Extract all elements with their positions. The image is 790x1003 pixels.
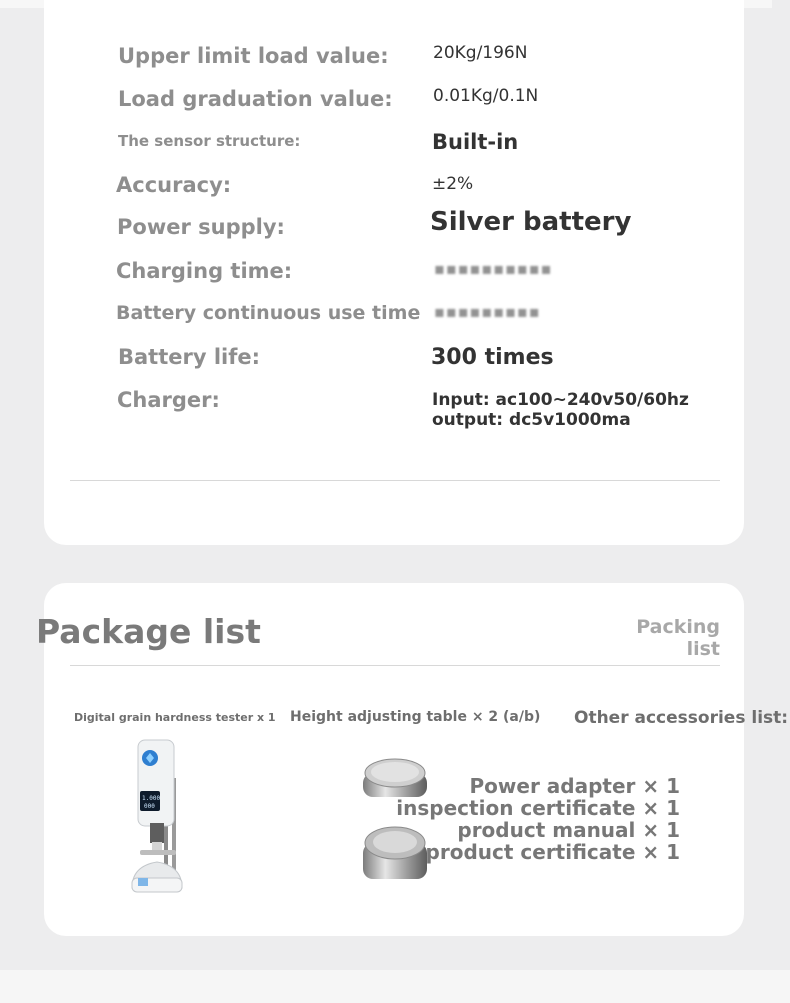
accessory-power-adapter: Power adapter × 1 bbox=[469, 774, 680, 798]
spec-value-charger: Input: ac100~240v50/60hz output: dc5v1000ma bbox=[432, 390, 689, 430]
spec-label-continuous-use: Battery continuous use time bbox=[116, 302, 421, 324]
accessory-inspection-certificate: inspection certificate × 1 bbox=[396, 796, 680, 820]
spec-value-power-supply: Silver battery bbox=[430, 207, 632, 237]
spec-value-load-graduation: 0.01Kg/0.1N bbox=[433, 86, 539, 106]
spec-label-battery-life: Battery life: bbox=[118, 345, 261, 369]
spec-value-charging-time-obscured: ▪▪▪▪▪▪▪▪▪▪ bbox=[434, 259, 553, 278]
spec-label-sensor-structure: The sensor structure: bbox=[118, 132, 301, 150]
spec-label-accuracy: Accuracy: bbox=[116, 173, 232, 197]
item-accessories-label: Other accessories list: bbox=[574, 708, 789, 728]
spec-value-accuracy: ±2% bbox=[432, 174, 474, 194]
divider bbox=[70, 480, 720, 481]
spec-label-power-supply: Power supply: bbox=[117, 215, 285, 239]
spec-label-charger: Charger: bbox=[117, 388, 220, 412]
item-hardness-tester-label: Digital grain hardness tester x 1 bbox=[74, 711, 276, 724]
hardness-tester-image bbox=[110, 738, 210, 898]
package-title: Package list bbox=[36, 612, 261, 651]
accessory-product-certificate: product certificate × 1 bbox=[425, 840, 680, 864]
spec-value-sensor-structure: Built-in bbox=[432, 130, 519, 154]
accessories-list bbox=[396, 775, 680, 863]
package-subtitle-line2: list bbox=[686, 638, 720, 660]
accessory-product-manual: product manual × 1 bbox=[457, 818, 680, 842]
device-screen-text-1: 1.000 bbox=[142, 795, 161, 802]
spec-value-continuous-use-obscured: ▪▪▪▪▪▪▪▪▪ bbox=[434, 302, 541, 321]
bottom-strip bbox=[0, 970, 790, 1003]
spec-label-load-graduation: Load graduation value: bbox=[118, 87, 393, 111]
spec-label-charging-time: Charging time: bbox=[116, 259, 293, 283]
package-subtitle bbox=[636, 616, 720, 660]
package-subtitle-line1: Packing bbox=[636, 616, 720, 638]
spec-value-upper-limit: 20Kg/196N bbox=[433, 43, 528, 63]
spec-value-battery-life: 300 times bbox=[431, 345, 554, 370]
spec-label-upper-limit: Upper limit load value: bbox=[118, 44, 389, 68]
device-screen-text-2: 000 bbox=[144, 803, 155, 810]
package-divider bbox=[70, 665, 720, 666]
item-height-table-label: Height adjusting table × 2 (a/b) bbox=[290, 709, 541, 725]
